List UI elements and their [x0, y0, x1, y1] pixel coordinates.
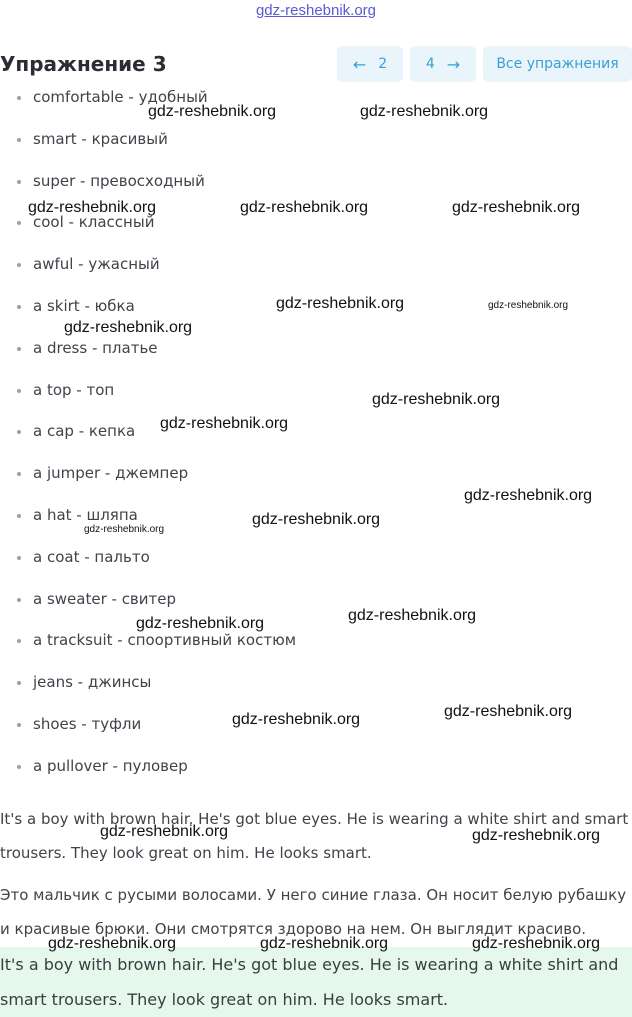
bullet-icon [17, 305, 21, 309]
bullet-icon [17, 221, 21, 225]
watermark-text: gdz-reshebnik.org [444, 703, 573, 720]
all-exercises-button[interactable]: Все упражнения [483, 46, 632, 82]
watermark-text: gdz-reshebnik.org [348, 607, 477, 624]
bullet-icon [17, 639, 21, 643]
bullet-icon [17, 765, 21, 769]
vocabulary-list [0, 88, 632, 804]
next-exercise-button[interactable] [410, 46, 476, 82]
next-exercise-label: 4 [425, 56, 435, 72]
site-link[interactable]: gdz-reshebnik.org [255, 2, 377, 19]
watermark-text: gdz-reshebnik.org [232, 711, 361, 728]
watermark-text: gdz-reshebnik.org [160, 415, 289, 432]
vocab-item-text: a pullover - пуловер [33, 756, 188, 775]
bullet-icon [17, 138, 21, 142]
vocab-item-text: a tracksuit - споортивный костюм [33, 631, 297, 650]
vocab-item-text: a hat - шляпа [33, 506, 138, 524]
watermark-text: gdz-reshebnik.org [148, 103, 277, 120]
watermark-text: gdz-reshebnik.org [472, 935, 601, 952]
watermark-text: gdz-reshebnik.org [48, 935, 177, 952]
vocab-item-text: comfortable - удобный [33, 88, 208, 106]
bullet-icon [17, 96, 21, 100]
bullet-icon [17, 598, 21, 602]
prev-exercise-button[interactable] [337, 46, 403, 82]
vocab-item-text: a cap - кепка [33, 422, 136, 441]
vocab-item-text: a coat - пальто [33, 547, 150, 566]
bullet-icon [17, 430, 21, 434]
vocab-item-text: cool - классный [33, 213, 155, 232]
watermark-text: gdz-reshebnik.org [452, 199, 581, 216]
prev-exercise-label: 2 [378, 56, 388, 72]
watermark-text: gdz-reshebnik.org [100, 823, 229, 840]
watermark-text: gdz-reshebnik.org [136, 615, 265, 632]
bullet-icon [17, 723, 21, 727]
watermark-text: gdz-reshebnik.org [240, 199, 369, 216]
vocab-item-text: a sweater - свитер [33, 589, 177, 608]
exercise-header [0, 46, 632, 84]
vocab-item-text: a jumper - джемпер [33, 464, 189, 483]
arrow-right-icon: → [446, 54, 461, 74]
arrow-left-icon: ← [352, 54, 367, 74]
watermark-text: gdz-reshebnik.org [472, 827, 601, 844]
bullet-icon [17, 681, 21, 685]
watermark-text: gdz-reshebnik.org [372, 391, 501, 408]
vocab-item-text: jeans - джинсы [33, 673, 152, 692]
bullet-icon [17, 389, 21, 393]
vocab-item-text: a top - топ [33, 380, 115, 399]
vocab-item-text: smart - красивый [33, 129, 168, 148]
watermark-text: gdz-reshebnik.org [360, 103, 489, 120]
english-text: It's a boy with brown hair. He's got blue eyes. He is wearing a white shirt and smart trousers. They look great on him. He looks smart. [0, 810, 629, 862]
english-text-highlighted: It's a boy with brown hair. He's got blue eyes. He is wearing a white shirt and smart trousers. They look great on him. He looks smart. [0, 955, 619, 1009]
bullet-icon [17, 514, 21, 518]
watermark-text: gdz-reshebnik.org [260, 935, 389, 952]
russian-translation: Это мальчик с русыми волосами. У него синие глаза. Он носит белую рубашку и красивые брюки. Они смотрятся здорово на нем. Он выглядит красиво. [0, 886, 627, 938]
watermark-text-small: gdz-reshebnik.org [84, 524, 165, 535]
page-title: Упражнение 3 [0, 52, 167, 76]
vocab-item-text: super - превосходный [33, 171, 205, 190]
watermark-text: gdz-reshebnik.org [276, 295, 405, 312]
vocab-item-text: awful - ужасный [33, 255, 160, 274]
vocab-item-text: shoes - туфли [33, 715, 142, 733]
watermark-text: gdz-reshebnik.org [464, 487, 593, 504]
watermark-text: gdz-reshebnik.org [252, 511, 381, 528]
vocab-item-text: a skirt - юбка [33, 297, 135, 315]
bullet-icon [17, 180, 21, 184]
bullet-icon [17, 472, 21, 476]
watermark-text: gdz-reshebnik.org [64, 319, 193, 336]
watermark-text: gdz-reshebnik.org [28, 199, 157, 216]
bullet-icon [17, 556, 21, 560]
bullet-icon [17, 347, 21, 351]
bullet-icon [17, 263, 21, 267]
watermark-text-small: gdz-reshebnik.org [488, 300, 569, 311]
vocab-item-text: a dress - платье [33, 338, 158, 357]
